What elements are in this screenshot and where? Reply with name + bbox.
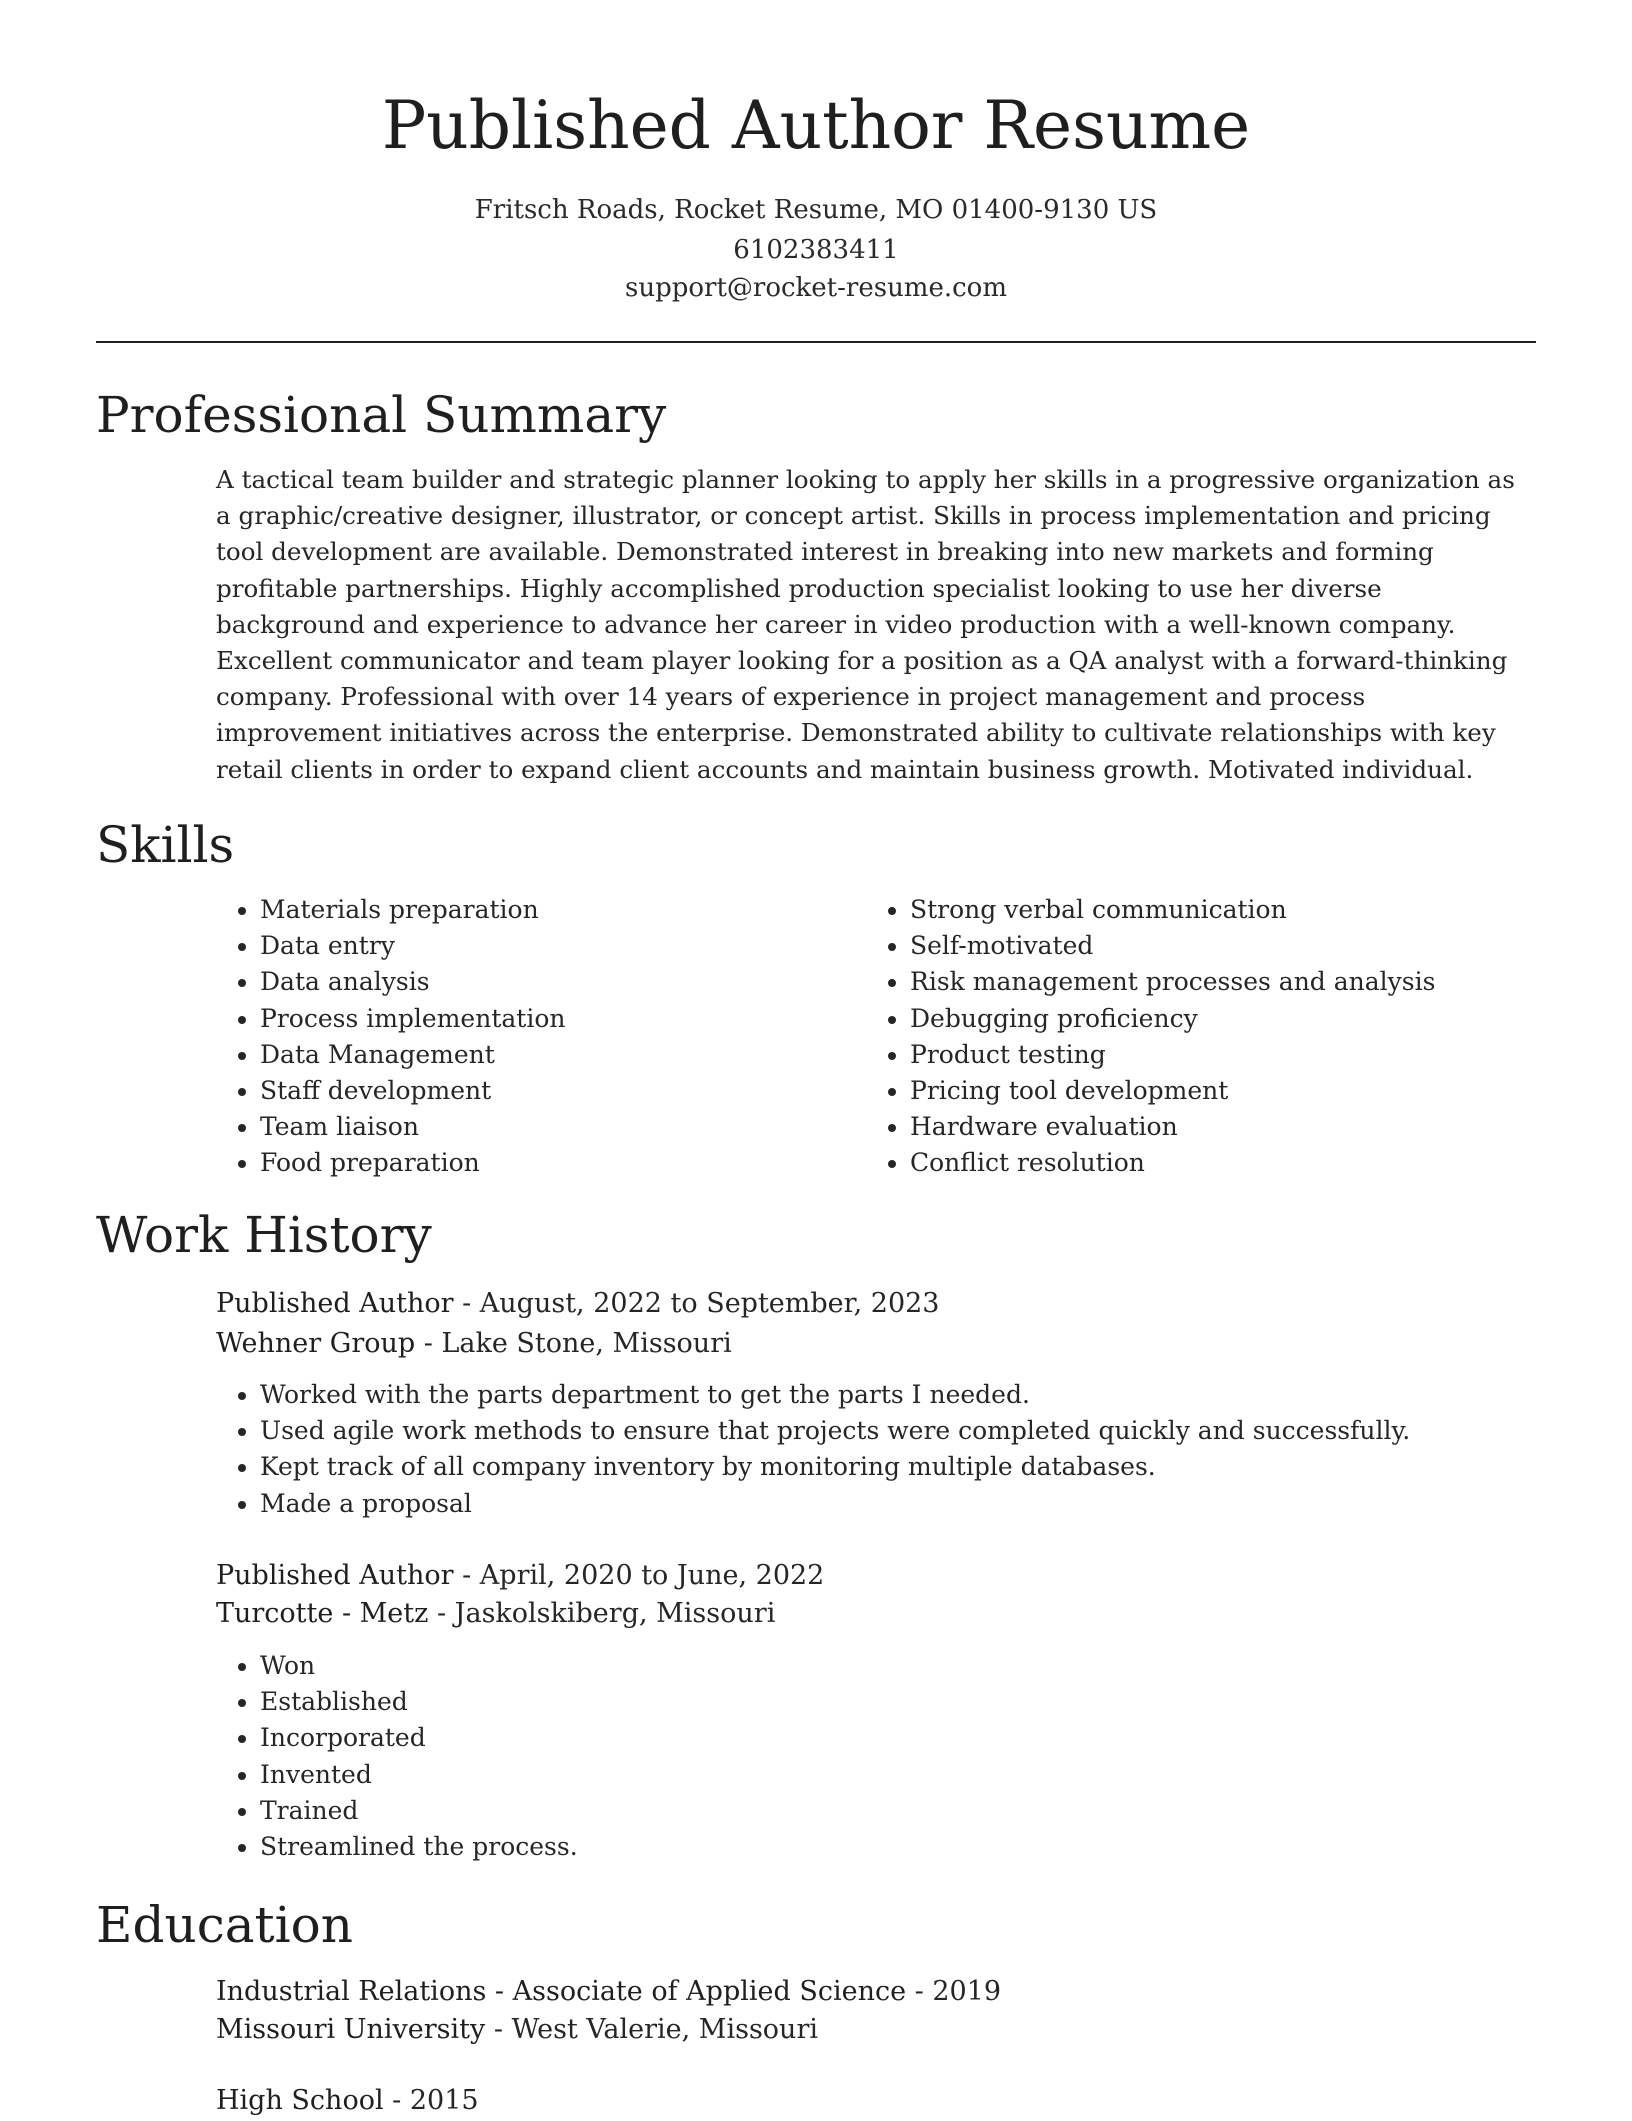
list-item: • Data Management bbox=[260, 1037, 860, 1073]
list-item: • Process implementation bbox=[260, 1001, 860, 1037]
list-item: • Pricing tool development bbox=[910, 1073, 1580, 1109]
education-year: - 2015 bbox=[383, 2085, 479, 2116]
job-2-title-line bbox=[216, 1556, 824, 1596]
list-item: • Worked with the parts department to get the parts I needed. bbox=[260, 1377, 1580, 1413]
job-2-company-line bbox=[216, 1594, 775, 1634]
list-item: • Food preparation bbox=[260, 1145, 860, 1181]
list-item: • Conflict resolution bbox=[910, 1145, 1580, 1181]
list-item: • Debugging proficiency bbox=[910, 1001, 1580, 1037]
education-school: Missouri University bbox=[216, 2014, 486, 2045]
contact-email: support@rocket-resume.com bbox=[624, 273, 1007, 303]
list-item: • Kept track of all company inventory by monitoring multiple databases. bbox=[260, 1449, 1580, 1485]
job-dates: - April, 2020 to June, 2022 bbox=[453, 1560, 825, 1591]
list-item: • Product testing bbox=[910, 1037, 1580, 1073]
summary-text: A tactical team builder and strategic planner looking to apply her skills in a progressive organization as a graphic/creative designer, illustrator, or concept artist. Skills in process implementation and pricing tool development are available. Demonstrated interest in breaking into new markets and forming profitable partnerships. Highly accomplished production specialist looking to use her diverse background and experience to advance her career in video production with a well-known company. Excellent communicator and team player looking for a position as a QA analyst with a forward-thinking company. Professional with over 14 years of experience in project management and process improvement initiatives across the enterprise. Demonstrated ability to cultivate relationships with key retail clients in order to expand client accounts and maintain business growth. Motivated individual. bbox=[216, 465, 1515, 784]
education-year: - 2019 bbox=[906, 1976, 1002, 2007]
contact-phone: 6102383411 bbox=[733, 235, 899, 265]
education-heading: Education bbox=[96, 1896, 353, 1954]
list-item: • Self-motivated bbox=[910, 928, 1580, 964]
job-1-bullets bbox=[216, 1377, 1580, 1522]
list-item: • Strong verbal communication bbox=[910, 892, 1580, 928]
summary-heading: Professional Summary bbox=[96, 386, 667, 444]
education-1-degree-line bbox=[216, 1972, 1001, 2012]
list-item: • Established bbox=[260, 1684, 1580, 1720]
job-title: Published Author bbox=[216, 1288, 454, 1319]
job-title: Published Author bbox=[216, 1560, 454, 1591]
list-item: • Made a proposal bbox=[260, 1486, 1580, 1522]
list-item: • Streamlined the process. bbox=[260, 1829, 1580, 1865]
job-company: Wehner Group bbox=[216, 1328, 416, 1359]
job-location: - Jaskolskiberg, Missouri bbox=[428, 1598, 776, 1629]
job-dates: - August, 2022 to September, 2023 bbox=[453, 1288, 940, 1319]
list-item: • Staff development bbox=[260, 1073, 860, 1109]
list-item: • Team liaison bbox=[260, 1109, 860, 1145]
list-item: • Used agile work methods to ensure that projects were completed quickly and successfully. bbox=[260, 1413, 1580, 1449]
list-item: • Data analysis bbox=[260, 964, 860, 1000]
list-item: • Incorporated bbox=[260, 1720, 1580, 1756]
education-1-school-line bbox=[216, 2010, 818, 2050]
education-location: - West Valerie, Missouri bbox=[485, 2014, 818, 2045]
header-divider bbox=[96, 341, 1536, 343]
list-item: • Materials preparation bbox=[260, 892, 860, 928]
list-item: • Invented bbox=[260, 1757, 1580, 1793]
work-history-heading: Work History bbox=[96, 1206, 432, 1264]
resume-title: Published Author Resume bbox=[381, 87, 1251, 164]
skills-list-right bbox=[866, 892, 1580, 1182]
education-2-degree-line bbox=[216, 2081, 479, 2121]
list-item: • Risk management processes and analysis bbox=[910, 964, 1580, 1000]
contact-address: Fritsch Roads, Rocket Resume, MO 01400-9130 US bbox=[474, 195, 1158, 225]
education-degree: High School bbox=[216, 2085, 384, 2116]
job-2-bullets bbox=[216, 1648, 1580, 1865]
education-degree: Industrial Relations - Associate of Applied Science bbox=[216, 1976, 907, 2007]
list-item: • Trained bbox=[260, 1793, 1580, 1829]
job-1-title-line bbox=[216, 1284, 939, 1324]
job-location: - Lake Stone, Missouri bbox=[415, 1328, 732, 1359]
skills-list-left bbox=[216, 892, 860, 1182]
job-company: Turcotte - Metz bbox=[216, 1598, 429, 1629]
skills-heading: Skills bbox=[96, 816, 235, 874]
list-item: • Won bbox=[260, 1648, 1580, 1684]
job-1-company-line bbox=[216, 1324, 732, 1364]
list-item: • Data entry bbox=[260, 928, 860, 964]
list-item: • Hardware evaluation bbox=[910, 1109, 1580, 1145]
